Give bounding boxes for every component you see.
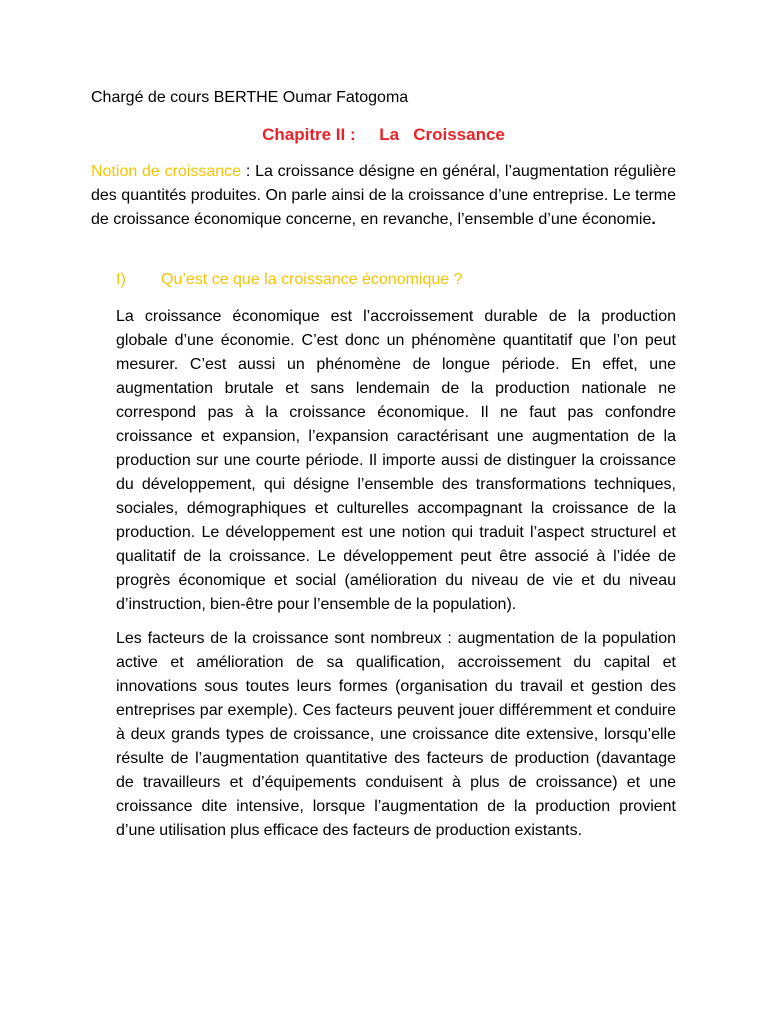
author-line: Chargé de cours BERTHE Oumar Fatogoma (91, 89, 409, 106)
section-number: I) (116, 271, 126, 288)
notion-paragraph (91, 160, 676, 232)
section-heading (116, 268, 463, 292)
paragraph-factors: Les facteurs de la croissance sont nombreux : augmentation de la population active et amélioration de sa qualification, accroissement du capital et innovations sous toutes leurs formes (organisation du travail et gestion des entreprises par exemple). Ces facteurs peuvent jouer différemment et conduire à deux grands types de croissance, une croissance dite extensive, lorsqu’elle résulte de l’augmentation quantitative des facteurs de production (davantage de travailleurs et d’équipements conduisent à plus de croissance) et une croissance dite intensive, lorsque l’augmentation de la production provient d’une utilisation plus efficace des facteurs de production existants. (116, 630, 676, 839)
notion-term: Notion de croissance (91, 163, 242, 180)
paragraph-definition: La croissance économique est l’accroissement durable de la production globale d’une économie. C’est donc un phénomène quantitatif que l’on peut mesurer. C’est aussi un phénomène de longue période. En effet, une augmentation brutale et sans lendemain de la production nationale ne correspond pas à la croissance économique. Il ne faut pas confondre croissance et expansion, l’expansion caractérisant une augmentation de la production sur une courte période. Il importe aussi de distinguer la croissance du développement, qui désigne l’ensemble des transformations techniques, sociales, démographiques et culturelles accompagnant la croissance de la production. Le développement est une notion qui traduit l’aspect structurel et qualitatif de la croissance. Le développement peut être associé à l’idée de progrès économique et social (amélioration du niveau de vie et du niveau d’instruction, bien-être pour l’ensemble de la population). (116, 308, 676, 613)
section-title: Qu’est ce que la croissance économique ? (161, 271, 463, 288)
notion-end: . (651, 211, 656, 228)
chapter-title: Chapitre II : La Croissance (262, 125, 505, 144)
notion-text: : La croissance désigne en général, l’augmentation régulière des quantités produites. On parle ainsi de la croissance d’une entreprise. Le terme de croissance économique concerne, en revanche, l’ensemble d’une économie (91, 163, 676, 228)
